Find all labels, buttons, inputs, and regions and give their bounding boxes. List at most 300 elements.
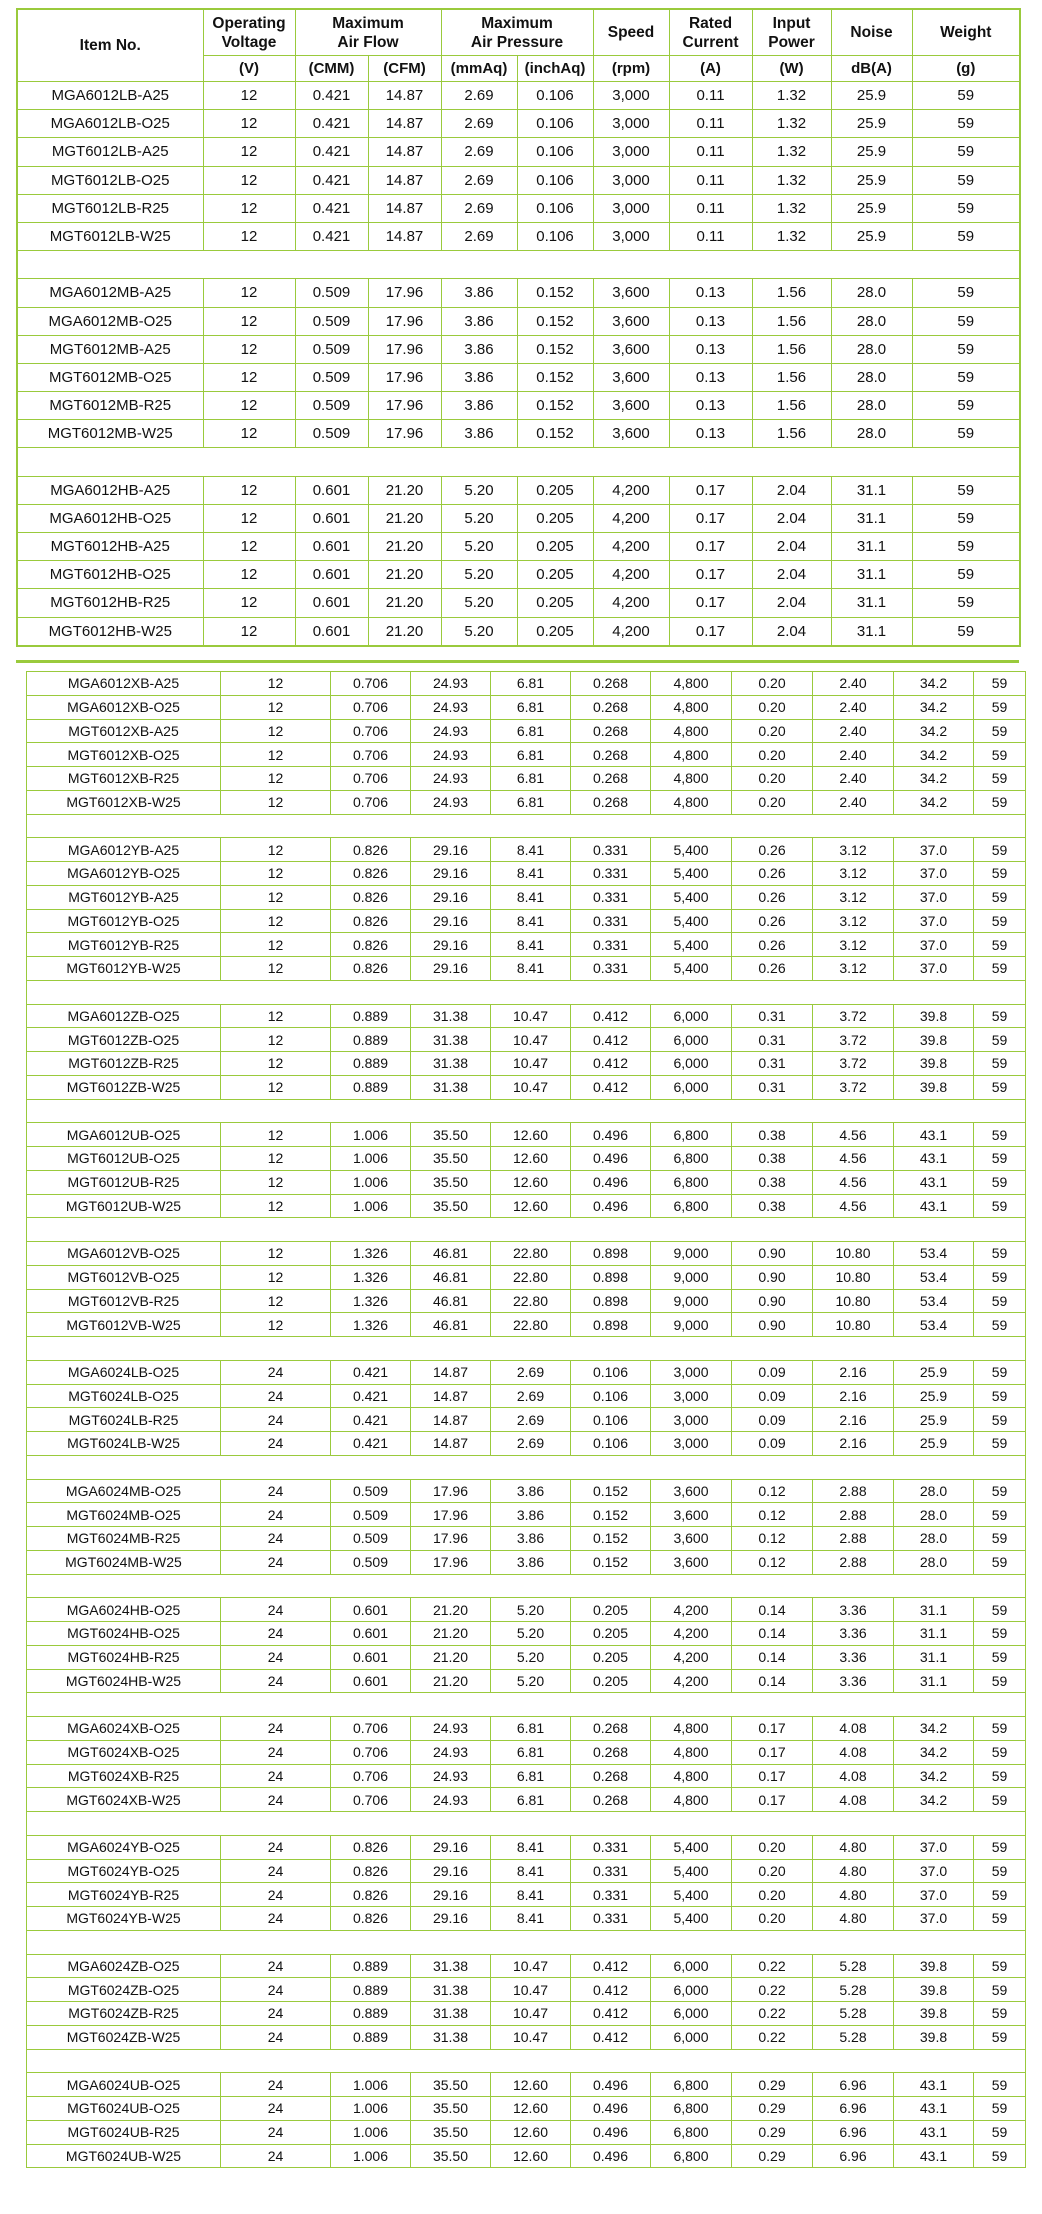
spec-value-cell: 5,400 [651, 885, 732, 909]
spec-value-cell: 21.20 [368, 476, 441, 504]
item-number-cell: MGT6024ZB-O25 [27, 1978, 221, 2002]
spec-value-cell: 6,800 [651, 2097, 732, 2121]
spec-table-bottom [26, 671, 1026, 2168]
spec-value-cell: 43.1 [894, 1147, 974, 1171]
spec-value-cell: 12 [203, 166, 295, 194]
spec-value-cell: 0.706 [331, 1740, 411, 1764]
spec-value-cell: 12 [221, 1028, 331, 1052]
spec-value-cell: 29.16 [411, 909, 491, 933]
table-row [27, 1313, 1026, 1337]
spec-value-cell: 28.0 [831, 279, 912, 307]
spec-value-cell: 3.12 [813, 933, 894, 957]
spec-value-cell: 0.412 [571, 1004, 651, 1028]
spec-value-cell: 6,800 [651, 1123, 732, 1147]
spec-value-cell: 0.898 [571, 1289, 651, 1313]
spec-value-cell: 59 [974, 1669, 1026, 1693]
spec-value-cell: 4,200 [651, 1622, 732, 1646]
spec-value-cell: 0.20 [732, 1859, 813, 1883]
spec-value-cell: 0.826 [331, 1835, 411, 1859]
spec-value-cell: 14.87 [368, 166, 441, 194]
spec-value-cell: 59 [912, 110, 1020, 138]
item-number-cell: MGA6024LB-O25 [27, 1360, 221, 1384]
spec-value-cell: 59 [974, 1645, 1026, 1669]
spec-value-cell: 0.421 [295, 138, 368, 166]
spec-value-cell: 31.1 [831, 533, 912, 561]
item-number-cell: MGT6012XB-R25 [27, 767, 221, 791]
table-row [17, 279, 1020, 307]
header-rated-current: Rated Current [669, 9, 752, 56]
table-row [27, 1432, 1026, 1456]
spec-value-cell: 0.90 [732, 1242, 813, 1266]
group-spacer-row [27, 1693, 1026, 1717]
table-row [27, 767, 1026, 791]
spec-value-cell: 4,200 [593, 589, 669, 617]
spec-value-cell: 0.31 [732, 1004, 813, 1028]
unit-voltage: (V) [203, 56, 295, 82]
spec-value-cell: 10.47 [491, 1004, 571, 1028]
item-number-cell: MGA6024XB-O25 [27, 1717, 221, 1741]
item-number-cell: MGA6012LB-O25 [17, 110, 203, 138]
spec-value-cell: 12 [221, 767, 331, 791]
spec-value-cell: 0.152 [517, 335, 593, 363]
spec-value-cell: 17.96 [411, 1479, 491, 1503]
spec-value-cell: 0.496 [571, 1194, 651, 1218]
spec-value-cell: 59 [974, 767, 1026, 791]
spec-value-cell: 2.16 [813, 1384, 894, 1408]
spec-value-cell: 0.331 [571, 957, 651, 981]
spec-value-cell: 0.601 [331, 1598, 411, 1622]
spacer-cell [27, 1099, 1026, 1123]
spec-value-cell: 0.268 [571, 1764, 651, 1788]
spec-value-cell: 0.889 [331, 1978, 411, 2002]
spec-value-cell: 10.47 [491, 1954, 571, 1978]
spec-value-cell: 0.13 [669, 420, 752, 448]
spec-value-cell: 5,400 [651, 1883, 732, 1907]
spec-value-cell: 3.86 [441, 279, 517, 307]
spec-value-cell: 0.421 [331, 1432, 411, 1456]
spec-value-cell: 1.006 [331, 1170, 411, 1194]
table-row [27, 1740, 1026, 1764]
spec-value-cell: 8.41 [491, 1907, 571, 1931]
spec-value-cell: 46.81 [411, 1242, 491, 1266]
spec-value-cell: 43.1 [894, 2120, 974, 2144]
spec-value-cell: 59 [974, 1384, 1026, 1408]
spec-value-cell: 21.20 [411, 1669, 491, 1693]
spacer-cell [27, 1337, 1026, 1361]
table-row [27, 1004, 1026, 1028]
spec-value-cell: 37.0 [894, 862, 974, 886]
spec-value-cell: 59 [974, 1907, 1026, 1931]
table-row [27, 909, 1026, 933]
spec-value-cell: 28.0 [831, 363, 912, 391]
spec-value-cell: 1.32 [752, 166, 831, 194]
spec-value-cell: 59 [912, 363, 1020, 391]
group-spacer-row [27, 1218, 1026, 1242]
spec-value-cell: 22.80 [491, 1265, 571, 1289]
spec-value-cell: 3.86 [441, 335, 517, 363]
spec-value-cell: 24.93 [411, 767, 491, 791]
spec-value-cell: 4.56 [813, 1170, 894, 1194]
spec-value-cell: 21.20 [368, 617, 441, 646]
spec-value-cell: 6,800 [651, 2120, 732, 2144]
group-spacer-row [27, 980, 1026, 1004]
spec-value-cell: 12 [203, 504, 295, 532]
spec-value-cell: 0.205 [517, 533, 593, 561]
spec-value-cell: 25.9 [894, 1408, 974, 1432]
item-number-cell: MGT6024LB-R25 [27, 1408, 221, 1432]
spec-value-cell: 6,000 [651, 1954, 732, 1978]
spec-value-cell: 10.80 [813, 1265, 894, 1289]
spec-value-cell: 59 [974, 1859, 1026, 1883]
spec-value-cell: 0.12 [732, 1550, 813, 1574]
table-row [17, 110, 1020, 138]
spec-value-cell: 2.16 [813, 1408, 894, 1432]
spec-value-cell: 0.889 [331, 1075, 411, 1099]
spec-value-cell: 59 [912, 138, 1020, 166]
table-row [27, 1028, 1026, 1052]
spec-value-cell: 17.96 [368, 392, 441, 420]
spec-value-cell: 59 [974, 1978, 1026, 2002]
spec-value-cell: 31.1 [831, 476, 912, 504]
spec-value-cell: 37.0 [894, 885, 974, 909]
item-number-cell: MGA6012XB-A25 [27, 672, 221, 696]
spec-value-cell: 31.38 [411, 1028, 491, 1052]
spec-value-cell: 29.16 [411, 957, 491, 981]
spec-value-cell: 35.50 [411, 2120, 491, 2144]
spec-value-cell: 0.706 [331, 719, 411, 743]
spec-value-cell: 0.13 [669, 392, 752, 420]
spec-value-cell: 3.86 [491, 1527, 571, 1551]
table-row [27, 885, 1026, 909]
table-row [17, 335, 1020, 363]
spec-value-cell: 2.88 [813, 1479, 894, 1503]
table-row [17, 166, 1020, 194]
spec-value-cell: 0.706 [331, 790, 411, 814]
item-number-cell: MGA6012UB-O25 [27, 1123, 221, 1147]
spec-value-cell: 4.56 [813, 1123, 894, 1147]
spec-value-cell: 0.38 [732, 1170, 813, 1194]
item-number-cell: MGA6012LB-A25 [17, 82, 203, 110]
spec-value-cell: 2.69 [441, 82, 517, 110]
spec-value-cell: 24.93 [411, 719, 491, 743]
group-spacer-row [27, 1812, 1026, 1836]
spec-value-cell: 2.88 [813, 1503, 894, 1527]
spec-value-cell: 0.268 [571, 743, 651, 767]
spec-value-cell: 0.12 [732, 1479, 813, 1503]
header-speed: Speed [593, 9, 669, 56]
spec-value-cell: 0.14 [732, 1669, 813, 1693]
spec-value-cell: 2.69 [441, 222, 517, 250]
spec-value-cell: 12 [221, 1147, 331, 1171]
spec-value-cell: 59 [974, 1265, 1026, 1289]
spec-value-cell: 2.40 [813, 695, 894, 719]
spec-value-cell: 12 [203, 617, 295, 646]
spec-value-cell: 28.0 [831, 307, 912, 335]
table-row [17, 82, 1020, 110]
table-row [27, 1503, 1026, 1527]
spec-value-cell: 34.2 [894, 790, 974, 814]
item-number-cell: MGA6012ZB-O25 [27, 1004, 221, 1028]
spec-value-cell: 3,600 [593, 420, 669, 448]
spec-value-cell: 2.69 [491, 1408, 571, 1432]
spec-value-cell: 24.93 [411, 743, 491, 767]
item-number-cell: MGT6024UB-W25 [27, 2144, 221, 2168]
spec-value-cell: 3,600 [651, 1550, 732, 1574]
item-number-cell: MGA6024MB-O25 [27, 1479, 221, 1503]
spec-value-cell: 0.22 [732, 2025, 813, 2049]
spec-value-cell: 21.20 [368, 533, 441, 561]
spec-value-cell: 3,600 [593, 279, 669, 307]
spec-value-cell: 0.20 [732, 790, 813, 814]
spec-value-cell: 0.14 [732, 1645, 813, 1669]
table-row [27, 1669, 1026, 1693]
spec-value-cell: 31.38 [411, 1004, 491, 1028]
item-number-cell: MGA6024UB-O25 [27, 2073, 221, 2097]
spec-value-cell: 8.41 [491, 933, 571, 957]
spec-value-cell: 0.205 [571, 1598, 651, 1622]
spec-value-cell: 59 [974, 1527, 1026, 1551]
spec-value-cell: 0.17 [732, 1788, 813, 1812]
spec-value-cell: 0.38 [732, 1123, 813, 1147]
spec-value-cell: 5,400 [651, 909, 732, 933]
spec-value-cell: 0.331 [571, 885, 651, 909]
spec-value-cell: 5.28 [813, 2025, 894, 2049]
spec-value-cell: 25.9 [831, 138, 912, 166]
spec-value-cell: 0.826 [331, 1907, 411, 1931]
spec-value-cell: 0.20 [732, 767, 813, 791]
spec-value-cell: 0.29 [732, 2097, 813, 2121]
spacer-cell [27, 1218, 1026, 1242]
spec-value-cell: 0.205 [517, 504, 593, 532]
spec-value-cell: 6.81 [491, 1717, 571, 1741]
spec-value-cell: 59 [974, 1052, 1026, 1076]
spec-value-cell: 0.421 [295, 194, 368, 222]
spec-value-cell: 31.1 [831, 561, 912, 589]
spec-value-cell: 31.1 [831, 589, 912, 617]
spec-value-cell: 12 [221, 790, 331, 814]
spec-value-cell: 1.006 [331, 1123, 411, 1147]
item-number-cell: MGT6012LB-O25 [17, 166, 203, 194]
spec-value-cell: 24 [221, 1432, 331, 1456]
header-max-air-pressure: Maximum Air Pressure [441, 9, 593, 56]
spec-value-cell: 0.20 [732, 719, 813, 743]
spec-value-cell: 0.205 [517, 561, 593, 589]
spec-value-cell: 10.47 [491, 2025, 571, 2049]
spec-value-cell: 0.152 [571, 1479, 651, 1503]
item-number-cell: MGT6012YB-O25 [27, 909, 221, 933]
item-number-cell: MGT6024YB-O25 [27, 1859, 221, 1883]
spec-value-cell: 5.20 [441, 533, 517, 561]
spec-value-cell: 39.8 [894, 1004, 974, 1028]
spec-value-cell: 4,200 [651, 1645, 732, 1669]
item-number-cell: MGT6024UB-O25 [27, 2097, 221, 2121]
spec-value-cell: 59 [974, 1004, 1026, 1028]
spec-value-cell: 0.706 [331, 1764, 411, 1788]
spec-value-cell: 24.93 [411, 1717, 491, 1741]
spec-value-cell: 10.47 [491, 1052, 571, 1076]
item-number-cell: MGT6012VB-R25 [27, 1289, 221, 1313]
spec-value-cell: 24 [221, 1408, 331, 1432]
spec-value-cell: 28.0 [831, 420, 912, 448]
spec-value-cell: 24 [221, 1717, 331, 1741]
item-number-cell: MGT6012HB-O25 [17, 561, 203, 589]
spec-value-cell: 29.16 [411, 862, 491, 886]
spec-value-cell: 14.87 [411, 1360, 491, 1384]
spec-value-cell: 24.93 [411, 1740, 491, 1764]
spec-value-cell: 14.87 [368, 110, 441, 138]
spec-value-cell: 12 [203, 392, 295, 420]
spec-value-cell: 4,800 [651, 1788, 732, 1812]
spec-value-cell: 59 [912, 307, 1020, 335]
spec-value-cell: 39.8 [894, 1028, 974, 1052]
spec-value-cell: 0.826 [331, 862, 411, 886]
spec-value-cell: 12 [221, 743, 331, 767]
spec-value-cell: 17.96 [368, 335, 441, 363]
spec-value-cell: 2.88 [813, 1550, 894, 1574]
spec-value-cell: 28.0 [831, 335, 912, 363]
spec-value-cell: 21.20 [411, 1645, 491, 1669]
spacer-cell [27, 1455, 1026, 1479]
spec-value-cell: 59 [974, 2073, 1026, 2097]
spec-value-cell: 12.60 [491, 1123, 571, 1147]
spec-value-cell: 25.9 [894, 1384, 974, 1408]
item-number-cell: MGA6012HB-A25 [17, 476, 203, 504]
spec-value-cell: 22.80 [491, 1242, 571, 1266]
table-row [27, 1265, 1026, 1289]
spec-value-cell: 12 [221, 957, 331, 981]
table-row [27, 1598, 1026, 1622]
table-row [27, 1883, 1026, 1907]
spec-value-cell: 24 [221, 1788, 331, 1812]
spec-value-cell: 0.12 [732, 1503, 813, 1527]
spec-value-cell: 3,000 [651, 1384, 732, 1408]
spec-value-cell: 14.87 [368, 82, 441, 110]
spec-value-cell: 4.08 [813, 1740, 894, 1764]
spec-value-cell: 24 [221, 1764, 331, 1788]
spec-value-cell: 3,600 [651, 1527, 732, 1551]
group-spacer-row [27, 1455, 1026, 1479]
spec-value-cell: 0.20 [732, 1835, 813, 1859]
item-number-cell: MGT6012ZB-O25 [27, 1028, 221, 1052]
spec-value-cell: 0.13 [669, 363, 752, 391]
item-number-cell: MGT6012XB-A25 [27, 719, 221, 743]
item-number-cell: MGT6012MB-R25 [17, 392, 203, 420]
spec-value-cell: 34.2 [894, 1764, 974, 1788]
spec-value-cell: 1.56 [752, 279, 831, 307]
spec-value-cell: 0.706 [331, 672, 411, 696]
spec-value-cell: 6.81 [491, 695, 571, 719]
spec-value-cell: 5.20 [441, 617, 517, 646]
spec-value-cell: 59 [974, 2002, 1026, 2026]
spec-value-cell: 39.8 [894, 1954, 974, 1978]
spec-value-cell: 0.706 [331, 695, 411, 719]
spec-value-cell: 29.16 [411, 885, 491, 909]
spec-value-cell: 21.20 [368, 589, 441, 617]
spec-value-cell: 0.11 [669, 110, 752, 138]
spec-value-cell: 24 [221, 1550, 331, 1574]
spec-value-cell: 21.20 [368, 561, 441, 589]
spec-value-cell: 31.1 [894, 1669, 974, 1693]
spec-value-cell: 59 [974, 719, 1026, 743]
table-row [27, 1835, 1026, 1859]
table-row [27, 2097, 1026, 2121]
table-row [17, 504, 1020, 532]
item-number-cell: MGT6012XB-W25 [27, 790, 221, 814]
spec-value-cell: 0.268 [571, 719, 651, 743]
item-number-cell: MGT6012YB-R25 [27, 933, 221, 957]
spec-value-cell: 8.41 [491, 862, 571, 886]
spacer-cell [27, 980, 1026, 1004]
spec-value-cell: 29.16 [411, 1859, 491, 1883]
spec-value-cell: 3.12 [813, 838, 894, 862]
spec-value-cell: 0.152 [517, 392, 593, 420]
spec-value-cell: 8.41 [491, 957, 571, 981]
spec-value-cell: 3,600 [651, 1479, 732, 1503]
spec-value-cell: 3.86 [441, 363, 517, 391]
spec-value-cell: 0.13 [669, 307, 752, 335]
spec-value-cell: 12 [221, 1052, 331, 1076]
spec-value-cell: 59 [974, 1835, 1026, 1859]
spec-value-cell: 3,000 [593, 138, 669, 166]
table-row [27, 2144, 1026, 2168]
item-number-cell: MGA6024ZB-O25 [27, 1954, 221, 1978]
spec-value-cell: 59 [912, 392, 1020, 420]
spec-value-cell: 2.40 [813, 672, 894, 696]
spec-value-cell: 8.41 [491, 838, 571, 862]
spec-value-cell: 59 [974, 1170, 1026, 1194]
spec-value-cell: 0.268 [571, 790, 651, 814]
spec-value-cell: 37.0 [894, 1835, 974, 1859]
table-row [27, 1527, 1026, 1551]
table-row [27, 2120, 1026, 2144]
spec-value-cell: 39.8 [894, 1075, 974, 1099]
spec-value-cell: 0.17 [669, 476, 752, 504]
spec-value-cell: 3,000 [593, 82, 669, 110]
spec-value-cell: 0.20 [732, 672, 813, 696]
spec-value-cell: 12 [221, 1123, 331, 1147]
spec-value-cell: 4.08 [813, 1788, 894, 1812]
spec-value-cell: 24 [221, 1883, 331, 1907]
spec-value-cell: 0.331 [571, 838, 651, 862]
table-row [27, 1123, 1026, 1147]
unit-cmm: (CMM) [295, 56, 368, 82]
table-row [17, 138, 1020, 166]
spec-value-cell: 17.96 [411, 1550, 491, 1574]
spec-value-cell: 35.50 [411, 2073, 491, 2097]
spec-value-cell: 43.1 [894, 1170, 974, 1194]
spec-value-cell: 37.0 [894, 1907, 974, 1931]
table-row [27, 1788, 1026, 1812]
spec-value-cell: 12.60 [491, 1194, 571, 1218]
spec-value-cell: 1.56 [752, 307, 831, 335]
spec-value-cell: 0.205 [571, 1645, 651, 1669]
spec-value-cell: 12 [221, 1170, 331, 1194]
spec-value-cell: 24 [221, 1954, 331, 1978]
spec-value-cell: 28.0 [894, 1503, 974, 1527]
item-number-cell: MGA6012MB-A25 [17, 279, 203, 307]
spec-value-cell: 0.496 [571, 2097, 651, 2121]
spec-value-cell: 34.2 [894, 743, 974, 767]
spec-value-cell: 39.8 [894, 1052, 974, 1076]
spec-value-cell: 24 [221, 2120, 331, 2144]
spec-value-cell: 0.509 [295, 335, 368, 363]
spec-value-cell: 12 [221, 1265, 331, 1289]
header-item-no: Item No. [17, 9, 203, 82]
spec-value-cell: 0.331 [571, 1859, 651, 1883]
spec-value-cell: 31.1 [831, 617, 912, 646]
spec-value-cell: 4,200 [593, 617, 669, 646]
spec-value-cell: 3.36 [813, 1669, 894, 1693]
